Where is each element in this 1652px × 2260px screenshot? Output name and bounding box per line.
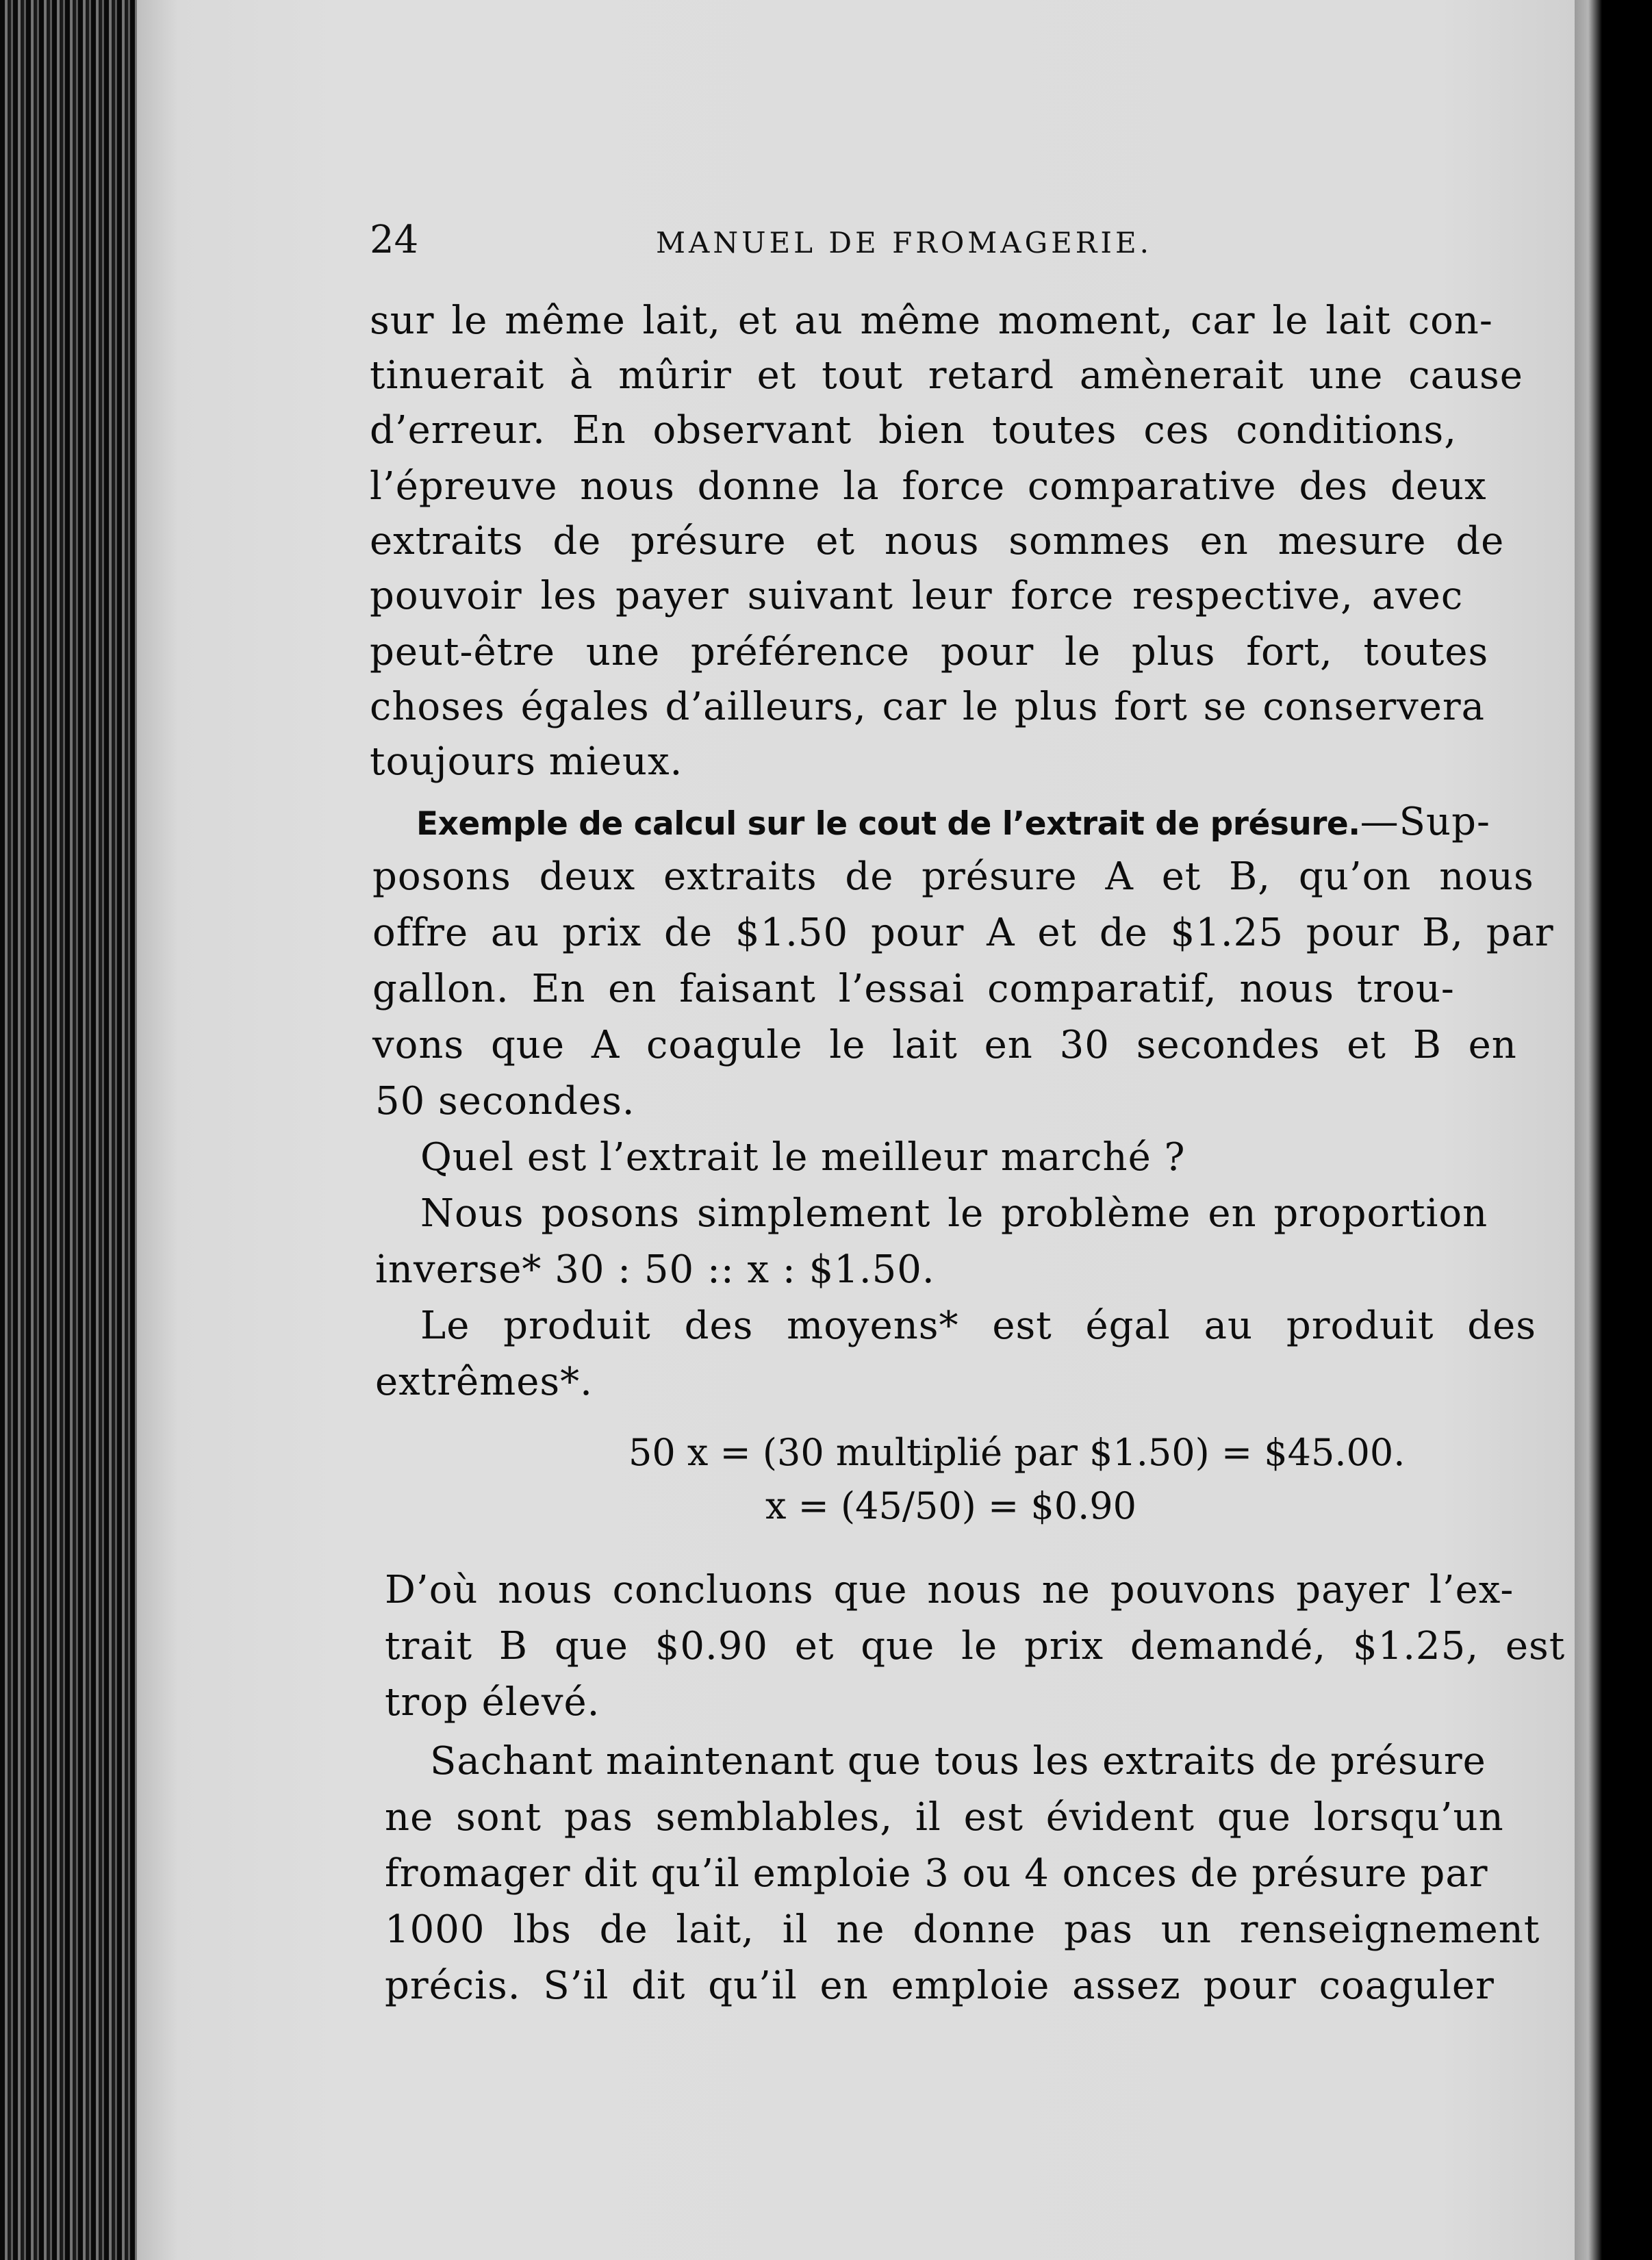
equation-line: 50 x = (30 multiplié par $1.50) = $45.00. (628, 1431, 1406, 1474)
running-title: MANUEL DE FROMAGERIE. (656, 226, 1153, 259)
section-heading: Exemple de calcul sur le cout de l’extrait de présure. (416, 805, 1360, 843)
section-heading-line (416, 800, 1490, 844)
text-line: ne sont pas semblables, il est évident que lorsqu’un (385, 1795, 1504, 1840)
text-line: Nous posons simplement le problème en proportion (420, 1191, 1488, 1236)
text-line: peut-être une préférence pour le plus fort, toutes (370, 630, 1489, 674)
text-line: tinuerait à mûrir et tout retard amènerait une cause (370, 353, 1523, 398)
text-line: inverse* 30 : 50 :: x : $1.50. (375, 1247, 935, 1292)
text-line: l’épreuve nous donne la force comparative des deux (370, 464, 1487, 509)
text-line: Quel est l’extrait le meilleur marché ? (420, 1135, 1186, 1180)
text-line: fromager dit qu’il emploie 3 ou 4 onces de présure par (385, 1851, 1488, 1896)
text-line: trait B que $0.90 et que le prix demandé, $1.25, est (385, 1624, 1566, 1668)
equation-line: x = (45/50) = $0.90 (765, 1484, 1136, 1527)
text-line: posons deux extraits de présure A et B, qu’on nous (372, 854, 1534, 899)
text-fragment: —Sup- (1360, 800, 1490, 844)
text-line: Sachant maintenant que tous les extraits de présure (430, 1739, 1486, 1783)
text-line: Le produit des moyens* est égal au produit des (420, 1304, 1537, 1348)
text-line: précis. S’il dit qu’il en emploie assez pour coaguler (385, 1964, 1495, 2008)
text-line: 1000 lbs de lait, il ne donne pas un renseignement (385, 1907, 1540, 1952)
text-line: sur le même lait, et au même moment, car le lait con- (370, 299, 1493, 343)
text-line: choses égales d’ailleurs, car le plus fort se conservera (370, 685, 1486, 729)
text-line: D’où nous concluons que nous ne pouvons payer l’ex- (385, 1568, 1514, 1612)
text-line: d’erreur. En observant bien toutes ces conditions, (370, 408, 1458, 453)
text-line: 50 secondes. (375, 1079, 635, 1123)
text-line: gallon. En en faisant l’essai comparatif, nous trou- (372, 967, 1455, 1011)
page-number: 24 (370, 218, 419, 262)
text-line: extraits de présure et nous sommes en mesure de (370, 519, 1505, 563)
text-line: extrêmes*. (375, 1360, 593, 1404)
text-line: vons que A coagule le lait en 30 secondes et B en (372, 1023, 1517, 1067)
text-line: trop élevé. (385, 1680, 600, 1725)
text-line: pouvoir les payer suivant leur force respective, avec (370, 574, 1464, 618)
text-line: offre au prix de $1.50 pour A et de $1.25 pour B, par (372, 911, 1554, 955)
text-line: toujours mieux. (370, 739, 683, 784)
stacked-page-edges (0, 0, 137, 2260)
binding-edge (1575, 0, 1652, 2260)
